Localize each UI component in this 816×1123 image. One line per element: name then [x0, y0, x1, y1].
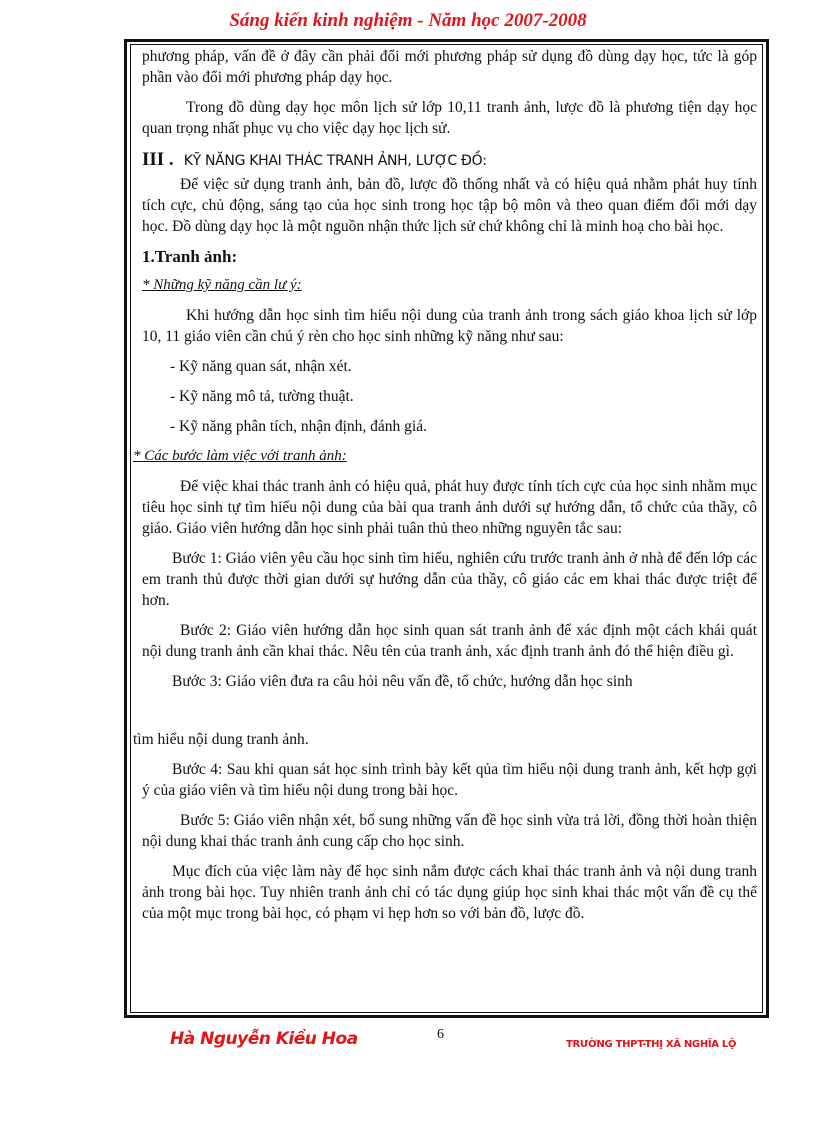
step-1: Bước 1: Giáo viên yêu cầu học sinh tìm hiểu, nghiên cứu trước tranh ảnh ở nhà để đến lớp các em tranh thủ được thời gian dưới sự hướng dẫn của thầy, cô giáo các em khai thác được triệt để hơn.: [142, 550, 757, 609]
subheading-steps: * Các bước làm việc với tranh ảnh:: [133, 448, 347, 464]
skill-item: - Kỹ năng mô tả, tường thuật.: [170, 388, 354, 405]
step-4: Bước 4: Sau khi quan sát học sinh trình bày kết qủa tìm hiểu nội dung tranh ảnh, kết hợp gợi ý của giáo viên và tìm hiểu nội dung trong bài học.: [142, 761, 757, 799]
section-paragraph: Để việc sử dụng tranh ảnh, bản đồ, lược đồ thống nhất và có hiệu quả nhằm phát huy tính tích cực, chủ động, sáng tạo của học sinh trong học tập bộ môn và theo quan điểm đổi mới dạy học. Đồ dùng dạy học là một nguồn nhận thức lịch sử chứ không chỉ là minh hoạ cho bài học.: [142, 176, 757, 235]
step-3-line-2: tìm hiểu nội dung tranh ảnh.: [133, 731, 309, 748]
skill-item: - Kỹ năng quan sát, nhận xét.: [170, 358, 352, 375]
section-heading: [142, 149, 757, 172]
document-body: [133, 46, 757, 933]
school-name: TRƯỜNG THPT-THỊ XÃ NGHĨA LỘ: [566, 1039, 737, 1050]
step-5: Bước 5: Giáo viên nhận xét, bổ sung những vấn đề học sinh vừa trả lời, đồng thời hoàn thiện nội dung khai thác tranh ảnh cung cấp cho học sinh.: [142, 812, 757, 850]
skills-intro-paragraph: Khi hướng dẫn học sinh tìm hiểu nội dung của tranh ảnh trong sách giáo khoa lịch sử lớp 10, 11 giáo viên cần chú ý rèn cho học sinh những kỹ năng như sau:: [142, 307, 757, 345]
subheading-tranh-anh: 1.Tranh ảnh:: [142, 247, 238, 266]
purpose-paragraph: Mục đích của việc làm này để học sinh nắm được cách khai thác tranh ảnh và nội dung tranh ảnh trong bài học. Tuy nhiên tranh ảnh chỉ có tác dụng giúp học sinh khai thác một vấn đề cụ thể của một mục trong bài học, có phạm vi hẹp hơn so với bản đồ, lược đồ.: [142, 863, 757, 922]
intro-paragraph-2: Trong đồ dùng dạy học môn lịch sử lớp 10,11 tranh ảnh, lược đồ là phương tiện dạy học quan trọng nhất phục vụ cho việc dạy học lịch sử.: [142, 99, 757, 137]
section-number: III .: [142, 149, 174, 170]
page-header-title: Sáng kiến kinh nghiệm - Năm học 2007-2008: [229, 10, 587, 31]
subheading-skills: * Những kỹ năng cần lư ý:: [142, 277, 302, 293]
step-3-line-1: Bước 3: Giáo viên đưa ra câu hỏi nêu vấn đề, tổ chức, hướng dẫn học sinh: [172, 673, 633, 690]
steps-intro-paragraph: Để việc khai thác tranh ảnh có hiệu quả, phát huy được tính tích cực của học sinh nhằm mục tiêu học sinh tự tìm hiểu nội dung của bài qua tranh ảnh dưới sự hướng dẫn, tổ chức của thầy, cô giáo. Giáo viên hướng dẫn học sinh phải tuân thủ theo những nguyên tắc sau:: [142, 478, 757, 537]
page-number: 6: [437, 1027, 444, 1042]
intro-paragraph-1: phương pháp, vấn đề ở đây cần phải đổi mới phương pháp sử dụng đồ dùng dạy học, tức là góp phần vào đổi mới phương pháp dạy học.: [142, 48, 757, 86]
skill-item: - Kỹ năng phân tích, nhận định, đánh giá.: [170, 418, 427, 435]
author-signature: Hà Nguyễn Kiều Hoa: [170, 1029, 358, 1049]
step-2: Bước 2: Giáo viên hướng dẫn học sinh quan sát tranh ảnh để xác định một cách khái quát nội dung tranh ảnh cần khai thác. Nêu tên của tranh ảnh, xác định tranh ảnh đó thể hiện điều gì.: [142, 622, 757, 660]
section-title: KỸ NĂNG KHAI THÁC TRANH ẢNH, LƯỢC ĐỒ:: [183, 153, 487, 169]
blank-gap: [142, 701, 757, 729]
